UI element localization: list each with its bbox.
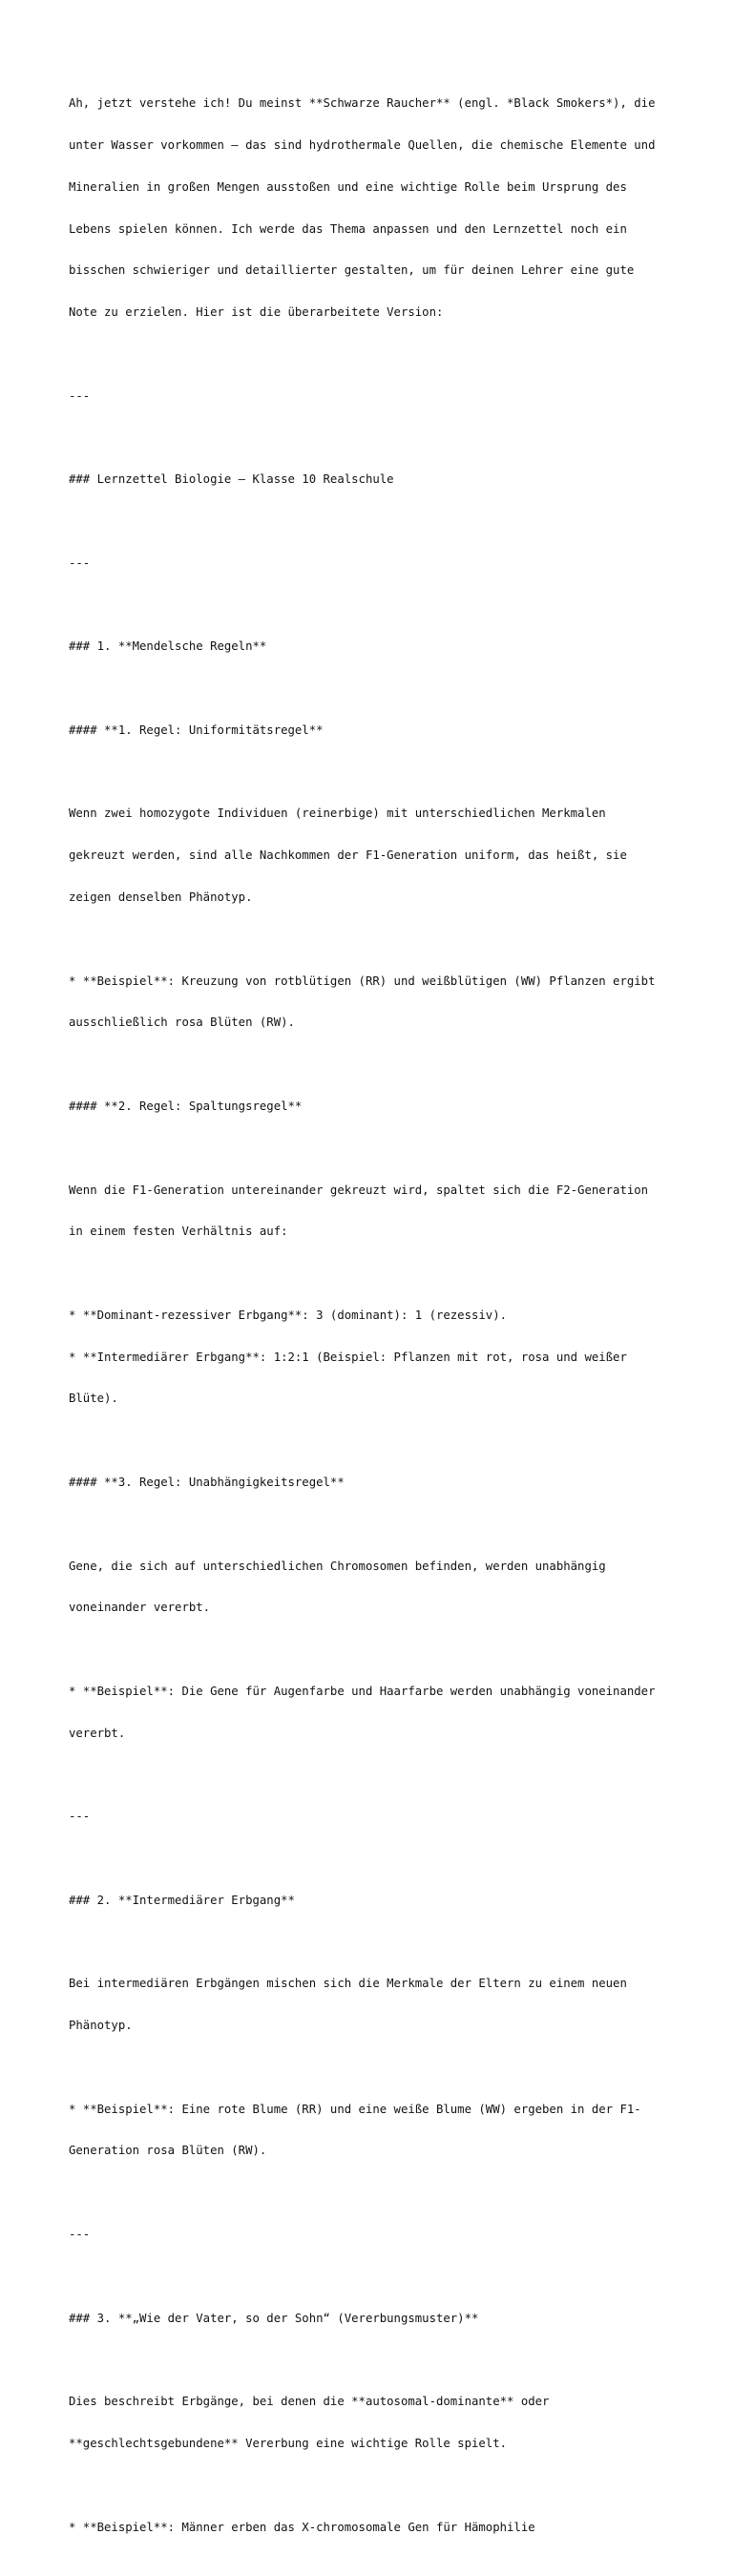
heading-text: ### 2. **Intermediärer Erbgang** [69, 1893, 295, 1907]
body-paragraph [69, 779, 664, 932]
text-line: Wenn zwei homozygote Individuen (reinerbige) mit unterschiedlichen Merkmalen [69, 806, 606, 821]
divider-text: --- [69, 555, 91, 570]
text-line: **geschlechtsgebundene** Vererbung eine wichtige Rolle spielt. [69, 2436, 508, 2450]
heading-text: ### Lernzettel Biologie – Klasse 10 Realschule [69, 472, 394, 487]
divider-text: --- [69, 2228, 91, 2242]
text-line: Mineralien in großen Mengen ausstoßen und eine wichtige Rolle beim Ursprung des [69, 179, 627, 194]
text-line: bisschen schwieriger und detaillierter gestalten, um für deinen Lehrer eine gute [69, 263, 635, 278]
document-body [69, 69, 664, 2576]
text-line: * **Beispiel**: Männer erben das X-chromosomale Gen für Hämophilie [69, 2520, 535, 2534]
bullet-item [69, 2492, 664, 2562]
divider [69, 1782, 664, 1852]
text-line: Lebens spielen können. Ich werde das Thema anpassen und den Lernzettel noch ein [69, 221, 627, 236]
body-paragraph [69, 1531, 664, 1643]
section-heading [69, 2283, 664, 2353]
body-paragraph [69, 2367, 664, 2479]
bullet-item [69, 946, 664, 1058]
intro-paragraph [69, 69, 664, 347]
section-heading [69, 612, 664, 681]
text-line: voneinander vererbt. [69, 1601, 211, 1615]
subsection-heading [69, 696, 664, 765]
heading-text: ### 1. **Mendelsche Regeln** [69, 639, 267, 654]
text-line: Generation rosa Blüten (RW). [69, 2144, 267, 2158]
text-line: * **Dominant-rezessiver Erbgang**: 3 (dominant): 1 (rezessiv). [69, 1308, 508, 1322]
text-line: Note zu erzielen. Hier ist die überarbeitete Version: [69, 305, 444, 320]
text-line: * **Beispiel**: Die Gene für Augenfarbe und Haarfarbe werden unabhängig voneinander [69, 1684, 656, 1698]
bullet-list [69, 1281, 664, 1435]
text-line: in einem festen Verhältnis auf: [69, 1225, 288, 1239]
text-line: Gene, die sich auf unterschiedlichen Chromosomen befinden, werden unabhängig [69, 1559, 606, 1573]
text-line: gekreuzt werden, sind alle Nachkommen der F1-Generation uniform, das heißt, sie [69, 848, 627, 863]
body-paragraph [69, 1155, 664, 1267]
heading-text: #### **2. Regel: Spaltungsregel** [69, 1099, 303, 1113]
text-line: Dies beschreibt Erbgänge, bei denen die **autosomal-dominante** oder [69, 2395, 550, 2409]
heading-text: #### **3. Regel: Unabhängigkeitsregel** [69, 1475, 345, 1489]
heading-text: #### **1. Regel: Uniformitätsregel** [69, 723, 324, 737]
text-line: Blüte). [69, 1392, 118, 1406]
text-line: * **Beispiel**: Eine rote Blume (RR) und eine weiße Blume (WW) ergeben in der F1- [69, 2102, 641, 2116]
body-paragraph [69, 1949, 664, 2061]
text-line: vererbt. [69, 1726, 126, 1740]
text-line: zeigen denselben Phänotyp. [69, 890, 253, 905]
text-line: ausschließlich rosa Blüten (RW). [69, 1016, 295, 1030]
subsection-heading [69, 1448, 664, 1518]
document-title [69, 445, 664, 514]
divider-text: --- [69, 388, 91, 403]
text-line: unter Wasser vorkommen – das sind hydrothermale Quellen, die chemische Elemente und [69, 137, 656, 152]
section-heading [69, 1866, 664, 1936]
divider-text: --- [69, 1810, 91, 1824]
text-line: Bei intermediären Erbgängen mischen sich die Merkmale der Eltern zu einem neuen [69, 1977, 627, 1991]
text-line: Ah, jetzt verstehe ich! Du meinst **Schwarze Raucher** (engl. *Black Smokers*), die [69, 96, 656, 111]
divider [69, 529, 664, 598]
heading-text: ### 3. **„Wie der Vater, so der Sohn“ (Vererbungsmuster)** [69, 2311, 479, 2325]
subsection-heading [69, 1072, 664, 1141]
bullet-item [69, 1657, 664, 1769]
text-line: * **Intermediärer Erbgang**: 1:2:1 (Beispiel: Pflanzen mit rot, rosa und weißer [69, 1350, 627, 1364]
divider [69, 361, 664, 430]
text-line: Phänotyp. [69, 2019, 133, 2033]
text-line: * **Beispiel**: Kreuzung von rotblütigen (RR) und weißblütigen (WW) Pflanzen ergibt [69, 974, 656, 988]
text-line: Wenn die F1-Generation untereinander gekreuzt wird, spaltet sich die F2-Generation [69, 1183, 649, 1197]
divider [69, 2200, 664, 2270]
bullet-item [69, 2075, 664, 2187]
